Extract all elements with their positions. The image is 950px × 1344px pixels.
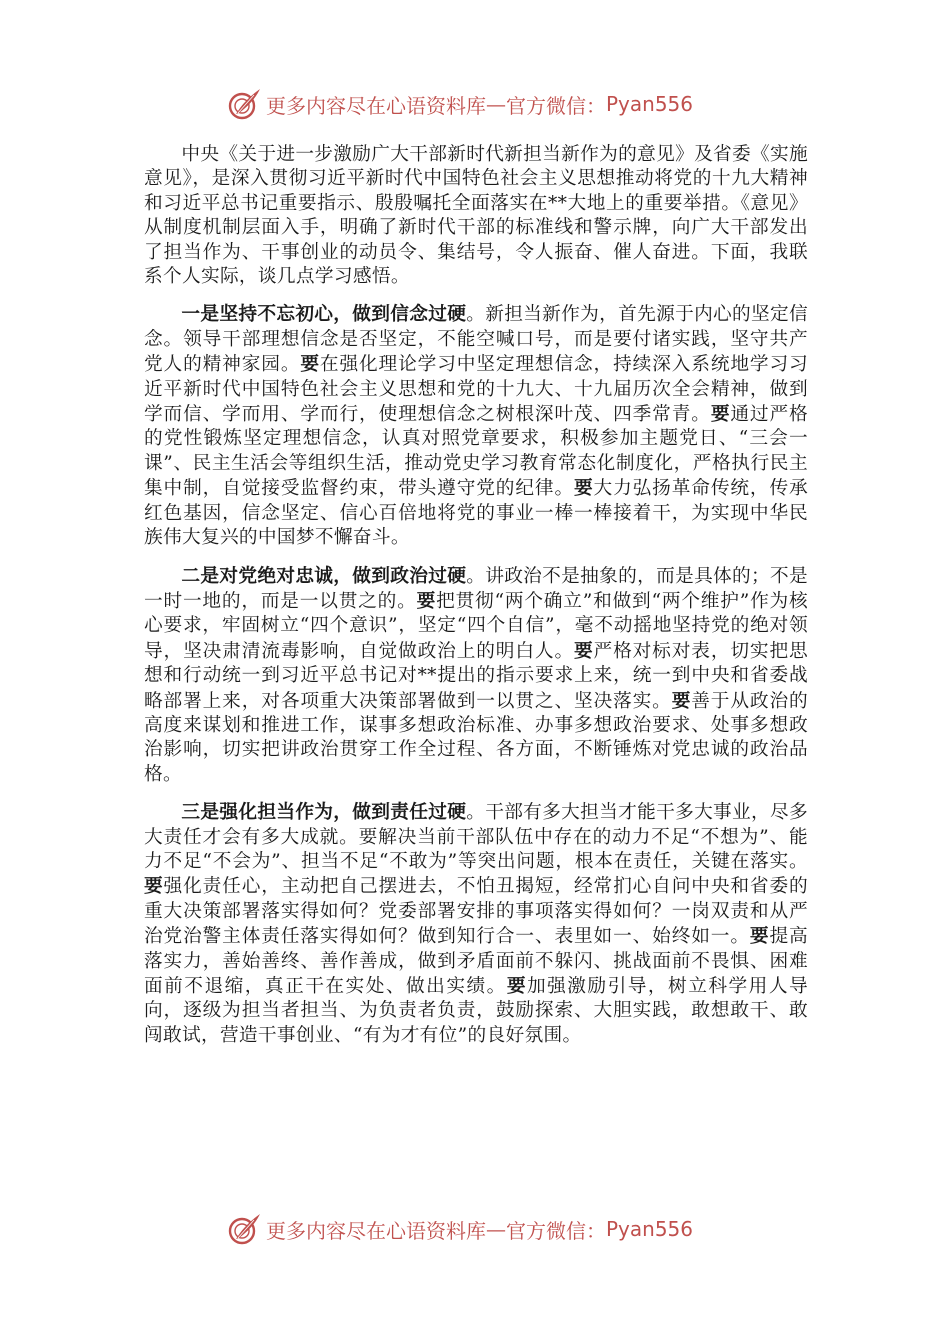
text-run: 中央《关于进一步激励广大干部新时代新担当新作为的意见》及省委《实施意见》，是深入贯彻习近平新时代中国特色社会主义思想推动将党的十九大精神和习近平总书记重要指示、殷殷嘱托全面落实在**大地上的重要举措。《意见》从制度机制层面入手，明确了新时代干部的标准线和警示牌，向广大干部发出了担当作为、干事创业的动员令、集结号，令人振奋、催人奋进。下面，我联系个人实际，谈几点学习感悟。 (144, 144, 808, 288)
paragraph-point-two (144, 564, 808, 788)
banner-text: 更多内容尽在心语资料库 (266, 1218, 486, 1243)
text-run: 通过严格的党性锻炼坚定理想信念，认真对照党章要求，积极参加主题党日、“三会一课”、民主生活会等组织生活，推动党史学习教育常态化制度化，严格执行民主集中制，自觉接受监督约束，带头遵守党的纪律。 (144, 404, 808, 500)
text-run: 加强激励引导，树立科学用人导向，逐级为担当者担当、为负责者负责，鼓励探索、大胆实践，敢想敢干、敢闯敢试，营造干事创业、“有为才有位”的良好氛围。 (144, 976, 808, 1046)
bold-text-run: 要 (710, 403, 731, 426)
bold-text-run: 要 (671, 689, 692, 712)
bold-text-run: 要 (300, 353, 320, 376)
document-body (144, 143, 808, 1061)
text-run: 。讲政治不是抽象的，而是具体的；不是一时一地的，而是一以贯之的。 (144, 565, 809, 612)
text-run: 善于从政治的高度来谋划和推进工作，谋事多想政治标准、办事多想政治要求、处事多想政治影响，切实把讲政治贯穿工作全过程、各方面，不断锤炼对党忠诚的政治品格。 (144, 690, 808, 785)
footer-banner (226, 1211, 746, 1247)
bold-text-run: 二是对党绝对忠诚，做到政治过硬 (181, 564, 467, 587)
paragraph-point-three (144, 800, 808, 1048)
bold-text-run: 要 (574, 477, 594, 500)
quill-logo-icon (226, 1211, 262, 1247)
bold-text-run: 三是强化担当作为，做到责任过硬 (181, 801, 467, 824)
quill-logo-icon (226, 86, 262, 122)
bold-text-run: 要 (416, 589, 437, 612)
paragraph-intro (144, 143, 808, 289)
paragraph-point-one (144, 302, 808, 550)
banner-wechat-label: 官方微信： (506, 93, 606, 118)
text-run: 。新担当新作为，首先源于内心的坚定信念。领导干部理想信念是否坚定，不能空喊口号，而是要付诸实践，坚守共产党人的精神家园。 (144, 304, 809, 376)
bold-text-run: 要 (144, 875, 164, 898)
text-run: 把贯彻“两个确立”和做到“两个维护”作为核心要求，牢固树立“四个意识”，坚定“四个自信”，毫不动摇地坚持党的绝对领导，坚决肃清流毒影响，自觉做政治上的明白人。 (144, 590, 809, 662)
bold-text-run: 一是坚持不忘初心，做到信念过硬 (181, 303, 467, 326)
banner-wechat-id: Pyan556 (606, 92, 694, 116)
text-run: 大力弘扬革命传统，传承红色基因，信念坚定、信心百倍地将党的事业一棒一棒接着干，为实现中华民族伟大复兴的中国梦不懈奋斗。 (144, 478, 808, 549)
banner-text: 更多内容尽在心语资料库 (266, 93, 486, 118)
bold-text-run: 要 (574, 639, 594, 662)
bold-text-run: 要 (506, 975, 527, 997)
header-banner (226, 86, 746, 122)
text-run: 。干部有多大担当才能干多大事业，尽多大责任才会有多大成就。要解决当前干部队伍中存在的动力不足“不想为”、能力不足“不会为”、担当不足“不敢为”等突出问题，根本在责任，关键在落实。 (144, 802, 809, 872)
banner-separator: — (486, 1217, 506, 1241)
text-run: 强化责任心，主动把自己摆进去，不怕丑揭短，经常扪心自问中央和省委的重大决策部署落实得如何？党委部署安排的事项落实得如何？一岗双责和从严治党治警主体责任落实得如何？做到知行合一、表里如一、始终如一。 (144, 876, 808, 948)
banner-wechat-label: 官方微信： (506, 1218, 606, 1243)
banner-separator: — (486, 92, 506, 116)
text-run: 在强化理论学习中坚定理想信念，持续深入系统地学习习近平新时代中国特色社会主义思想和党的十九大、十九届历次全会精神，做到学而信、学而用、学而行，使理想信念之树根深叶茂、四季常青。 (144, 354, 808, 426)
text-run: 提高落实力，善始善终、善作善成，做到矛盾面前不躲闪、挑战面前不畏惧、困难面前不退缩，真正干在实处、做出实绩。 (144, 926, 808, 997)
banner-wechat-id: Pyan556 (606, 1217, 694, 1241)
text-run: 严格对标对表，切实把思想和行动统一到习近平总书记对**提出的指示要求上来，统一到中央和省委战略部署上来，对各项重大决策部署做到一以贯之、坚决落实。 (144, 640, 808, 712)
bold-text-run: 要 (749, 925, 770, 948)
